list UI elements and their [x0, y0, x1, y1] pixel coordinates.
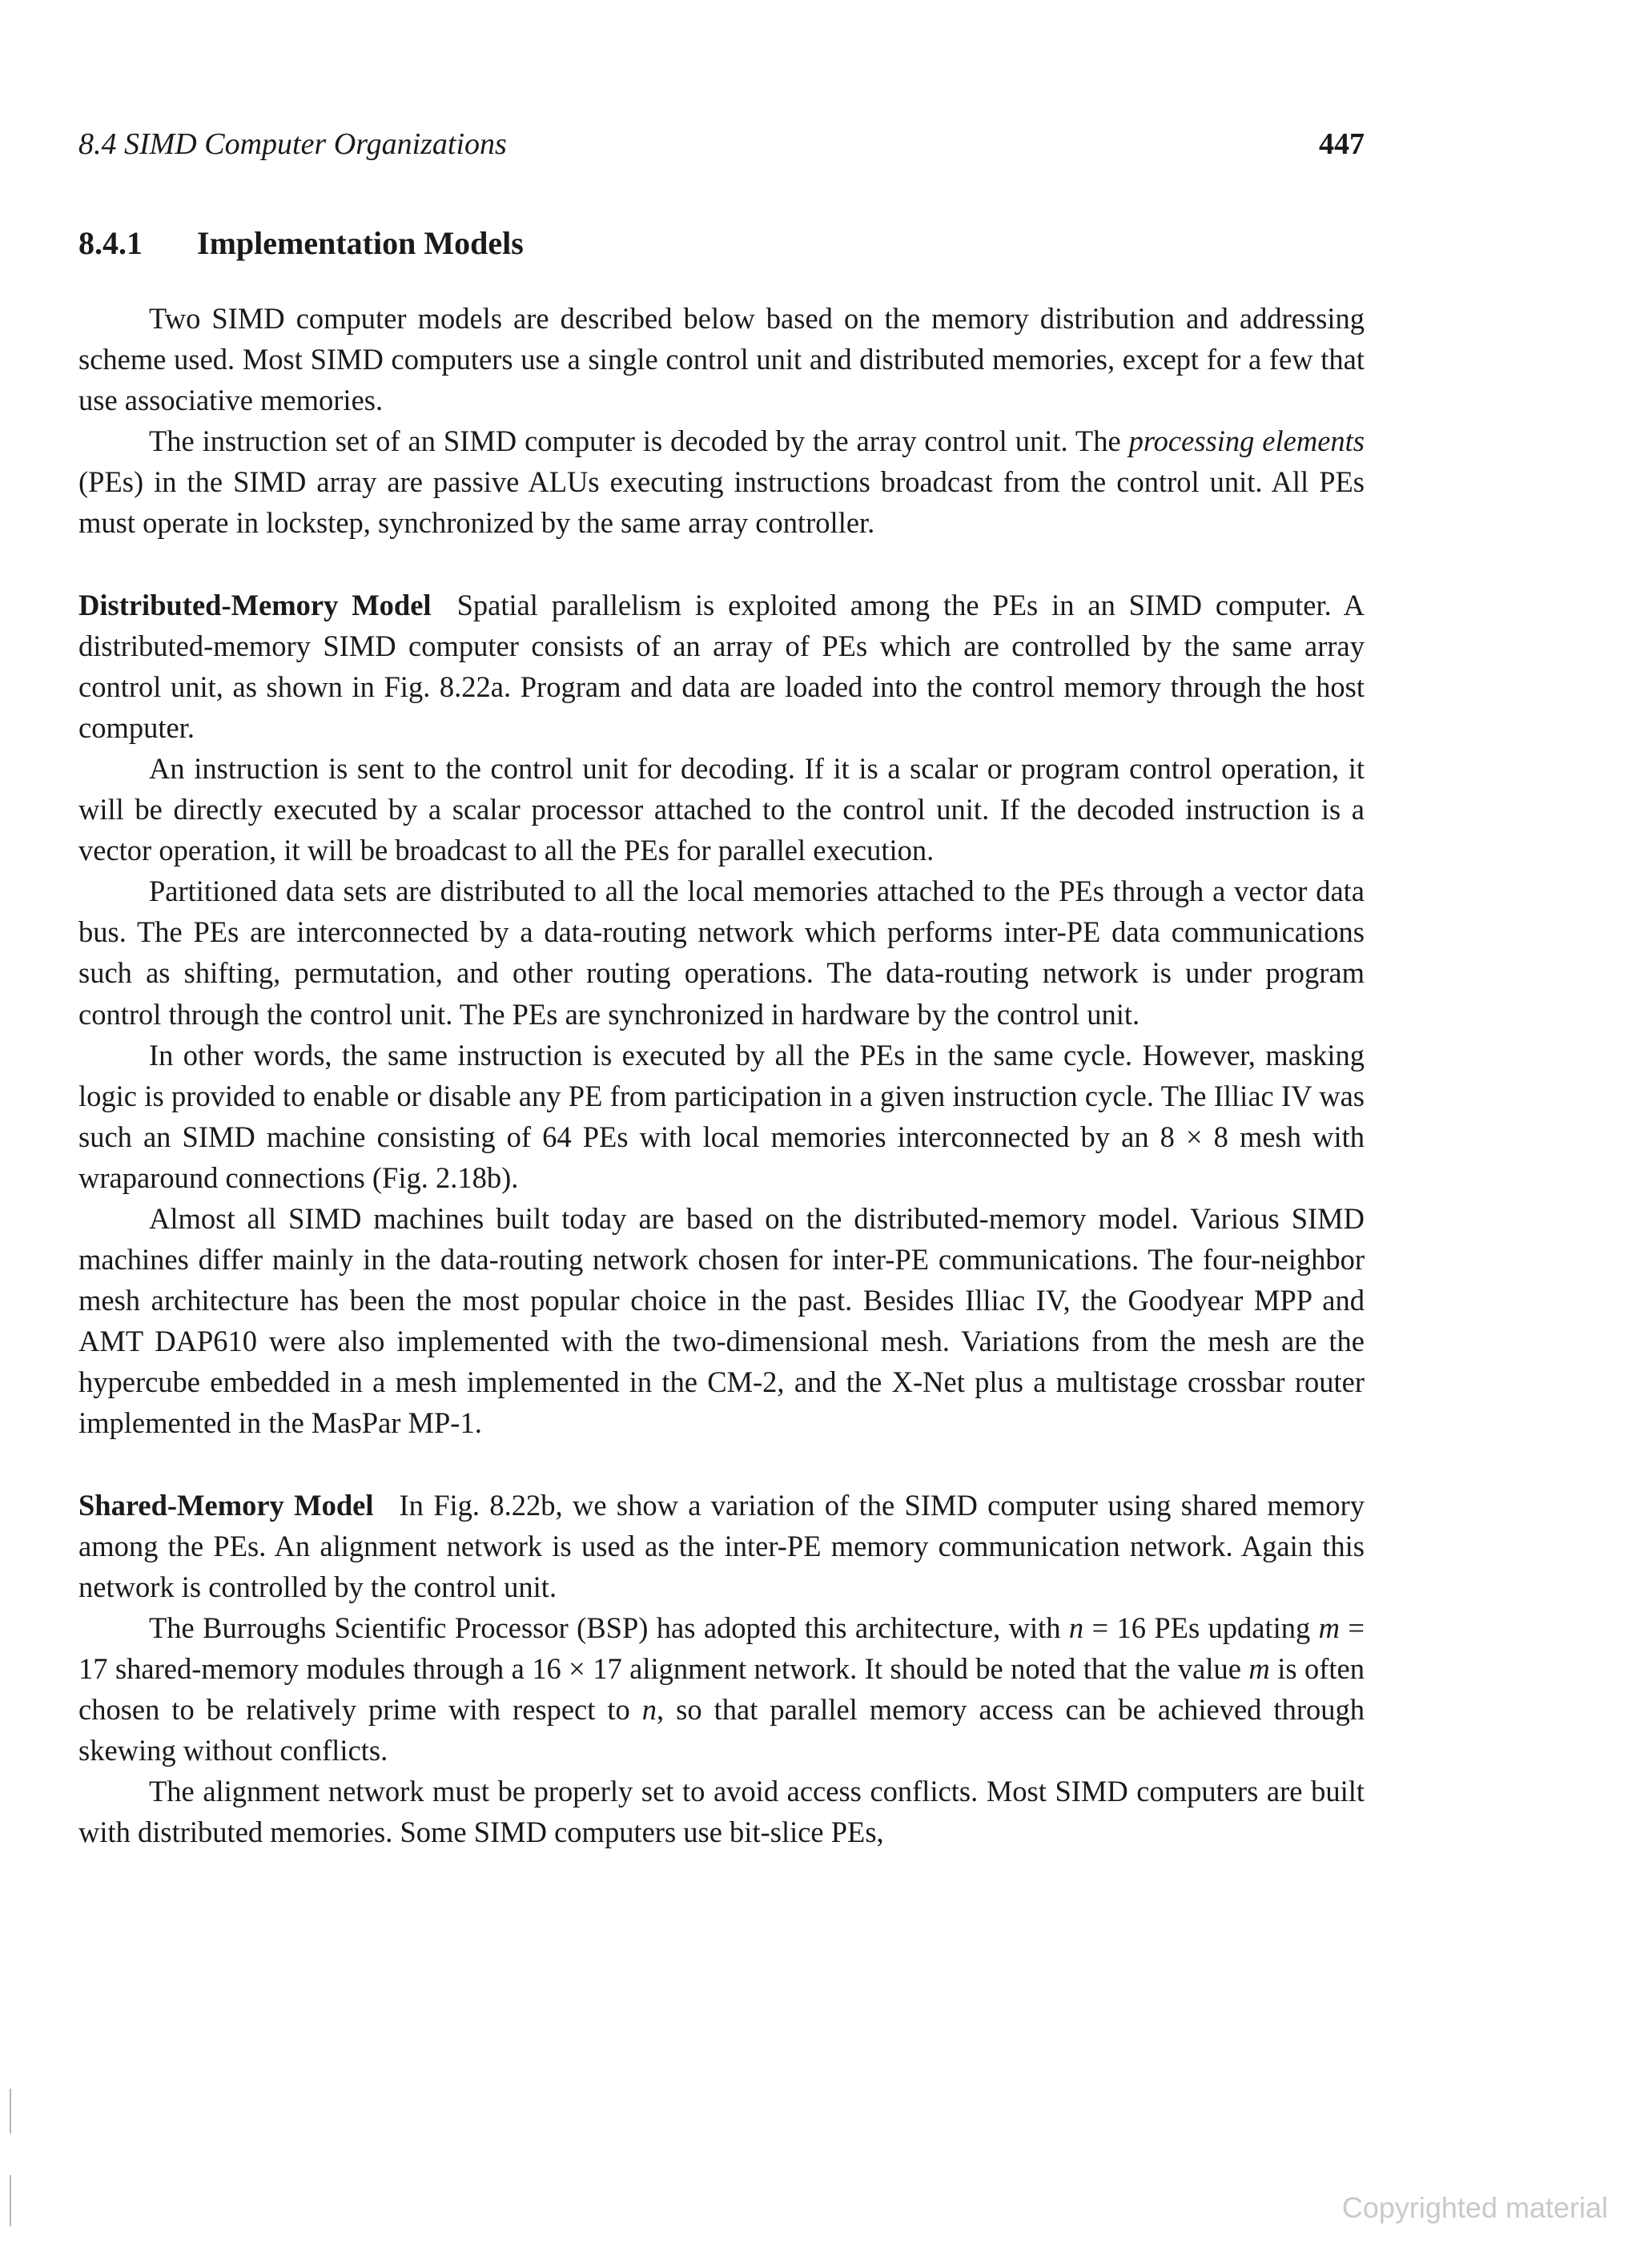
- distributed-paragraph-2: An instruction is sent to the control unit for decoding. If it is a scalar or program control operation, it will be directly executed by a scalar processor attached to the control unit. If the decoded instruction is a vector operation, it will be broadcast to all the PEs for parallel execution.: [78, 751, 1365, 867]
- section-number: 8.4.1: [78, 225, 143, 261]
- running-head: [78, 120, 1365, 168]
- processing-elements-term: processing elements: [1128, 424, 1365, 458]
- variable-n: n: [641, 1693, 657, 1726]
- intro-paragraph-2-text-a: The instruction set of an SIMD computer is decoded by the array control unit. The: [149, 424, 1129, 458]
- variable-m: m: [1318, 1611, 1341, 1644]
- distributed-paragraph-1: [78, 585, 1365, 748]
- section-heading: [78, 219, 1365, 267]
- shared-paragraph-1: [78, 1485, 1365, 1607]
- scan-edge-mark: [10, 2089, 11, 2133]
- shared-paragraph-2-text-d: is often chosen to be relatively prime with respect to: [78, 1651, 1365, 1726]
- section-title: Implementation Models: [197, 225, 524, 261]
- shared-paragraph-2-text-b: = 16 PEs updating: [1083, 1611, 1319, 1644]
- variable-n: n: [1068, 1611, 1084, 1644]
- copyright-watermark: Copyrighted material: [1341, 2191, 1608, 2224]
- intro-paragraph-2-text-b: (PEs) in the SIMD array are passive ALUs executing instructions broadcast from the control unit. All PEs must operate in lockstep, synchronized by the same array controller.: [78, 465, 1365, 540]
- distributed-memory-block: [78, 585, 1365, 1444]
- intro-paragraph-2: [78, 420, 1365, 543]
- intro-paragraph-1: Two SIMD computer models are described below based on the memory distribution and addressing scheme used. Most SIMD computers use a single control unit and distributed memories, except for a few that use associative memories.: [78, 302, 1365, 417]
- intro-block: [78, 298, 1365, 544]
- shared-paragraph-2-text-e: , so that parallel memory access can be achieved through skewing without conflicts.: [78, 1693, 1365, 1767]
- distributed-paragraph-5: Almost all SIMD machines built today are based on the distributed-memory model. Various SIMD machines differ mainly in the data-routing network chosen for inter-PE communications. The four-neighbor mesh architecture has been the most popular choice in the past. Besides Illiac IV, the Goodyear MPP and AMT DAP610 were also implemented with the two-dimensional mesh. Variations from the mesh are the hypercube embedded in a mesh implemented in the CM-2, and the X-Net plus a multistage crossbar router implemented in the MasPar MP-1.: [78, 1201, 1365, 1440]
- distributed-paragraph-3: Partitioned data sets are distributed to all the local memories attached to the PEs through a vector data bus. The PEs are interconnected by a data-routing network which performs inter-PE data communications such as shifting, permutation, and other routing operations. The data-routing network is under program control through the control unit. The PEs are synchronized in hardware by the control unit.: [78, 875, 1365, 1031]
- shared-paragraph-3: The alignment network must be properly set to avoid access conflicts. Most SIMD computers are built with distributed memories. Some SIMD computers use bit-slice PEs,: [78, 1775, 1365, 1849]
- running-title: 8.4 SIMD Computer Organizations: [78, 127, 507, 161]
- page-number: 447: [1319, 127, 1365, 161]
- shared-paragraph-2-text-c: = 17 shared-memory modules through a 16 × 17 alignment network. It should be noted that the value: [78, 1611, 1365, 1685]
- shared-memory-heading: Shared-Memory Model: [78, 1488, 374, 1522]
- shared-memory-block: [78, 1485, 1365, 1853]
- book-page: [78, 120, 1365, 1852]
- distributed-memory-heading: Distributed-Memory Model: [78, 588, 432, 621]
- scan-edge-mark: [10, 2175, 11, 2226]
- distributed-paragraph-1-text: Spatial parallelism is exploited among the PEs in an SIMD computer. A distributed-memory SIMD computer consists of an array of PEs which are controlled by the same array control unit, as shown in Fig. 8.22a. Program and data are loaded into the control memory through the host computer.: [78, 588, 1365, 744]
- shared-paragraph-2: [78, 1607, 1365, 1771]
- variable-m: m: [1248, 1651, 1270, 1685]
- distributed-paragraph-4: In other words, the same instruction is executed by all the PEs in the same cycle. However, masking logic is provided to enable or disable any PE from participation in a given instruction cycle. The Illiac IV was such an SIMD machine consisting of 64 PEs with local memories interconnected by an 8 × 8 mesh with wraparound connections (Fig. 2.18b).: [78, 1038, 1365, 1194]
- shared-paragraph-2-text-a: The Burroughs Scientific Processor (BSP) has adopted this architecture, with: [149, 1611, 1069, 1644]
- shared-paragraph-1-text: In Fig. 8.22b, we show a variation of the SIMD computer using shared memory among the PEs. An alignment network is used as the inter-PE memory communication network. Again this network is controlled by the control unit.: [78, 1488, 1365, 1603]
